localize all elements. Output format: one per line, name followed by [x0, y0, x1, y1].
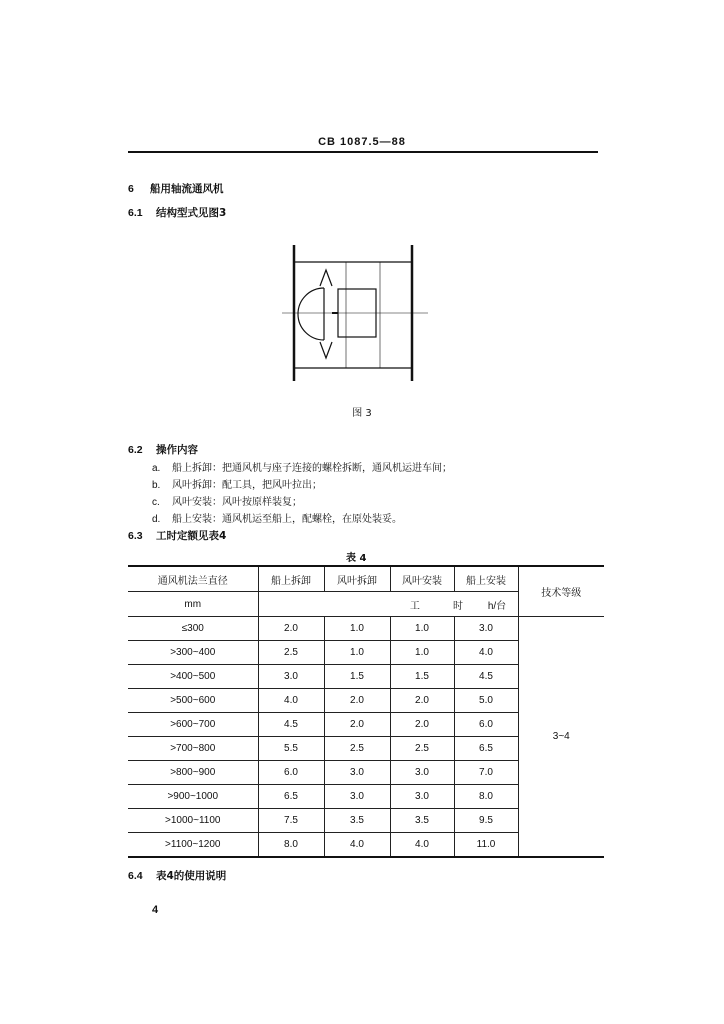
section-number: 6.3	[128, 530, 143, 542]
cell-ship-install: 3.0	[454, 617, 518, 641]
section-6-2-heading	[128, 442, 198, 457]
cell-diameter: >1100~1200	[128, 833, 258, 858]
header-grade: 技术等级	[518, 566, 604, 617]
section-6-heading	[128, 181, 224, 196]
cell-ship-remove: 4.0	[258, 689, 324, 713]
header-hours-unit	[258, 592, 518, 617]
cell-diameter: >500~600	[128, 689, 258, 713]
list-item	[152, 493, 302, 508]
item-text: 船上拆卸：把通风机与座子连接的螺栓拆断，通风机运进车间；	[172, 463, 452, 474]
section-text: 表4的使用说明	[156, 870, 227, 882]
cell-grade: 3~4	[518, 617, 604, 858]
page-number: 4	[152, 904, 159, 916]
section-title: 船用轴流通风机	[150, 183, 224, 195]
cell-diameter: >700~800	[128, 737, 258, 761]
cell-diameter: >300~400	[128, 641, 258, 665]
fan-structure-figure	[280, 238, 430, 383]
hours-unit-a: 工	[409, 600, 420, 612]
section-6-1-heading	[128, 205, 226, 220]
cell-ship-remove: 3.0	[258, 665, 324, 689]
section-number: 6.2	[128, 444, 143, 456]
cell-diameter: >900~1000	[128, 785, 258, 809]
hours-unit-c: h/台	[487, 600, 507, 612]
header-rule	[128, 151, 598, 153]
table-row	[128, 617, 604, 641]
section-number: 6.1	[128, 207, 143, 219]
cell-blade-remove: 1.0	[324, 617, 390, 641]
cell-ship-install: 11.0	[454, 833, 518, 858]
labor-hours-table	[128, 565, 604, 858]
cell-blade-install: 2.0	[390, 713, 454, 737]
section-text: 结构型式见图3	[156, 207, 227, 219]
cell-blade-install: 3.5	[390, 809, 454, 833]
cell-blade-remove: 2.0	[324, 713, 390, 737]
document-code: CB 1087.5—88	[318, 136, 406, 148]
item-label: a.	[152, 463, 161, 474]
header-ship-install: 船上安装	[454, 566, 518, 592]
list-item	[152, 510, 402, 525]
cell-blade-remove: 2.0	[324, 689, 390, 713]
cell-ship-install: 4.0	[454, 641, 518, 665]
item-text: 风叶安装：风叶按原样装复；	[172, 497, 302, 508]
header-diameter: 通风机法兰直径	[128, 566, 258, 592]
cell-ship-remove: 7.5	[258, 809, 324, 833]
cell-blade-remove: 1.5	[324, 665, 390, 689]
item-label: c.	[152, 497, 160, 508]
cell-blade-install: 4.0	[390, 833, 454, 858]
item-label: b.	[152, 480, 161, 491]
cell-blade-install: 1.0	[390, 617, 454, 641]
cell-blade-install: 3.0	[390, 761, 454, 785]
cell-blade-install: 3.0	[390, 785, 454, 809]
cell-ship-remove: 6.5	[258, 785, 324, 809]
cell-ship-install: 7.0	[454, 761, 518, 785]
cell-ship-install: 4.5	[454, 665, 518, 689]
cell-blade-install: 1.0	[390, 641, 454, 665]
cell-ship-remove: 2.5	[258, 641, 324, 665]
cell-diameter: >400~500	[128, 665, 258, 689]
cell-blade-remove: 1.0	[324, 641, 390, 665]
cell-blade-remove: 3.0	[324, 785, 390, 809]
item-text: 船上安装：通风机运至船上，配螺栓，在原处装妥。	[172, 514, 402, 525]
section-number: 6	[128, 183, 134, 195]
cell-blade-remove: 3.5	[324, 809, 390, 833]
cell-diameter: >1000~1100	[128, 809, 258, 833]
list-item	[152, 476, 322, 491]
header-unit: mm	[128, 592, 258, 617]
item-label: d.	[152, 514, 161, 525]
cell-ship-install: 6.0	[454, 713, 518, 737]
cell-blade-remove: 3.0	[324, 761, 390, 785]
figure-caption: 图 3	[352, 408, 372, 419]
cell-blade-remove: 4.0	[324, 833, 390, 858]
list-item	[152, 459, 452, 474]
cell-ship-remove: 5.5	[258, 737, 324, 761]
cell-ship-remove: 6.0	[258, 761, 324, 785]
header-ship-remove: 船上拆卸	[258, 566, 324, 592]
hours-unit-b: 时	[453, 600, 463, 612]
section-6-4-heading	[128, 868, 226, 883]
cell-diameter: >600~700	[128, 713, 258, 737]
cell-ship-remove: 4.5	[258, 713, 324, 737]
section-6-3-heading	[128, 528, 226, 543]
cell-blade-install: 1.5	[390, 665, 454, 689]
section-text: 工时定额见表4	[156, 530, 227, 542]
header-blade-remove: 风叶拆卸	[324, 566, 390, 592]
cell-blade-install: 2.0	[390, 689, 454, 713]
table-title: 表 4	[346, 553, 367, 564]
cell-blade-install: 2.5	[390, 737, 454, 761]
section-number: 6.4	[128, 870, 143, 882]
cell-diameter: >800~900	[128, 761, 258, 785]
cell-ship-install: 5.0	[454, 689, 518, 713]
cell-ship-install: 9.5	[454, 809, 518, 833]
header-blade-install: 风叶安装	[390, 566, 454, 592]
section-title: 操作内容	[156, 444, 198, 456]
cell-blade-remove: 2.5	[324, 737, 390, 761]
cell-ship-install: 8.0	[454, 785, 518, 809]
item-text: 风叶拆卸：配工具，把风叶拉出；	[172, 480, 322, 491]
cell-ship-remove: 8.0	[258, 833, 324, 858]
cell-ship-remove: 2.0	[258, 617, 324, 641]
cell-ship-install: 6.5	[454, 737, 518, 761]
cell-diameter: ≤300	[128, 617, 258, 641]
